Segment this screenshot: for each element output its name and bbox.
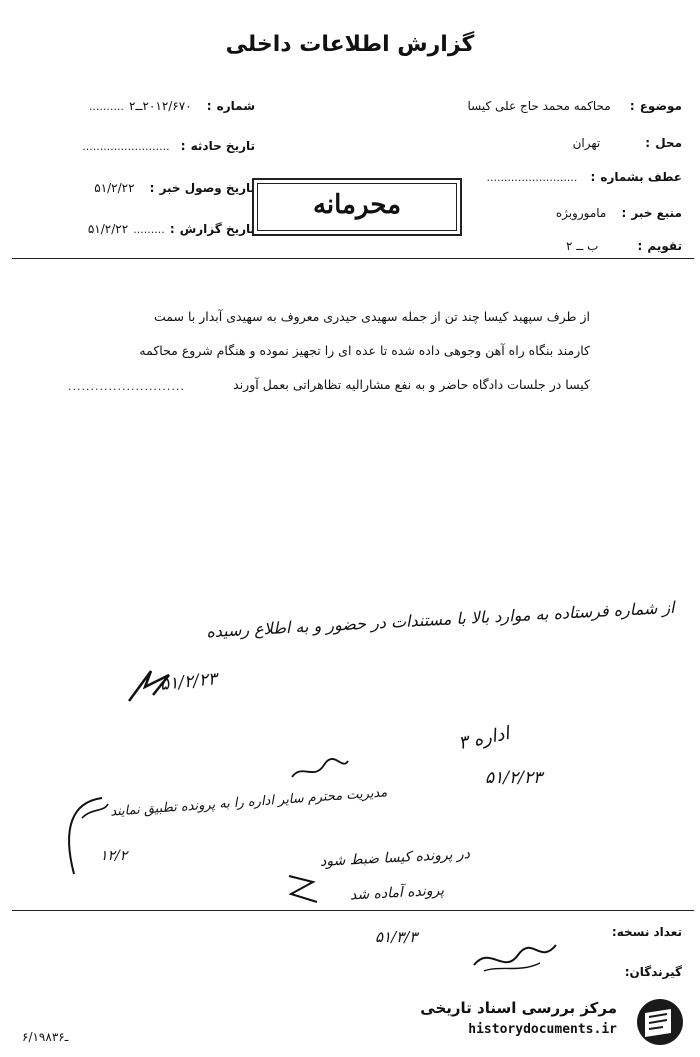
evaluation-label: تقویم <box>647 239 682 253</box>
receive-date-row: تاریخ وصول خبر : ۵۱/۲/۲۲ <box>94 181 255 195</box>
number-row: شماره : ۲۰۱۲/۶۷۰ــ۲ .......... <box>88 99 255 113</box>
report-date-row: تاریخ گزارش : ......... ۵۱/۲/۲۲ <box>87 222 255 236</box>
subject-value: محاکمه محمد حاج علی کیسا <box>467 99 611 113</box>
receive-date-label: تاریخ وصول خبر <box>159 181 255 195</box>
body-line-1: از طرف سپهبد کیسا چند تن از جمله سهیدی حیدری معروف به سهیدی آبدار با سمت <box>154 309 590 324</box>
handwritten-signature-2 <box>470 935 560 980</box>
place-value: تهران <box>572 136 601 150</box>
place-label: محل <box>655 136 682 150</box>
number-label: شماره <box>216 99 255 113</box>
event-date-label: تاریخ حادثه <box>190 139 255 153</box>
body-line-3: کیسا در جلسات دادگاه حاضر و به نفع مشارالیه تظاهراتی بعمل آورند <box>233 377 590 392</box>
number-value: ۲۰۱۲/۶۷۰ــ۲ <box>129 99 192 113</box>
ref-row: عطف بشماره : .......................... <box>486 170 682 184</box>
report-date-value: ۵۱/۲/۲۲ <box>87 222 129 236</box>
subject-label: موضوع <box>639 99 682 113</box>
copies-label: تعداد نسخه: <box>611 925 682 939</box>
event-date-row: تاریخ حادثه : ......................... <box>82 139 255 153</box>
evaluation-row: تقویم : ب ــ ۲ <box>565 239 682 253</box>
source-row: منبع خبر : ماموروبژه <box>555 206 682 220</box>
source-label: منبع خبر <box>631 206 682 220</box>
handwritten-mark-2 <box>283 868 323 908</box>
handwritten-scribble-1 <box>290 755 350 785</box>
handwritten-note-2: مدیریت محترم سایر اداره را به پرونده تطبیق نمایند <box>109 785 388 820</box>
receive-date-value: ۵۱/۲/۲۲ <box>94 181 135 195</box>
subject-row: موضوع : محاکمه محمد حاج علی کیسا <box>467 99 682 113</box>
handwritten-note-1-date: ۵۱/۲/۲۳ <box>159 669 218 695</box>
handwritten-signature-1: اداره ۳ <box>456 722 512 755</box>
document-code: ۶/۱۹۸ـ۳۶ <box>22 1030 69 1044</box>
watermark-url: historydocuments.ir <box>468 1022 617 1037</box>
handwritten-mark-1 <box>125 665 175 705</box>
handwritten-bracket <box>52 788 112 883</box>
history-documents-logo-icon <box>631 997 689 1047</box>
watermark-title: مرکز بررسی اسناد تاریخی <box>420 999 617 1017</box>
evaluation-value: ب ــ ۲ <box>565 239 599 253</box>
recipients-label: گیرندگان: <box>624 965 682 979</box>
handwritten-note-3: در پرونده کیسا ضبط شود <box>319 846 471 870</box>
source-value: ماموروبژه <box>555 206 607 220</box>
confidential-stamp <box>252 178 462 236</box>
place-row: محل : تهران <box>572 136 682 150</box>
ref-label: عطف بشماره <box>600 170 682 184</box>
handwritten-signature-1-date: ۵۱/۲/۲۳ <box>485 768 543 788</box>
handwritten-note-2-small: ۱۲/۲ <box>100 848 128 864</box>
body-end-dots: .......................... <box>68 380 185 393</box>
watermark-logo <box>415 995 695 1050</box>
handwritten-note-3-date: ۵۱/۳/۳ <box>375 928 418 946</box>
header-divider <box>12 258 694 259</box>
stamp-text: محرمانه <box>312 190 402 220</box>
handwritten-note-1: از شماره فرستاده به موارد بالا با مستندات در حضور و به اطلاع رسیده <box>206 597 676 642</box>
footer-divider <box>12 910 694 911</box>
body-line-2: کارمند بنگاه راه آهن وجوهی داده شده تا عده ای را تجهیز نموده و هنگام شروع محاکمه <box>139 343 590 358</box>
report-date-label: تاریخ گزارش <box>179 222 255 236</box>
document-title: گزارش اطلاعات داخلی <box>225 32 475 57</box>
handwritten-note-3b: پرونده آماده شد <box>349 882 445 904</box>
